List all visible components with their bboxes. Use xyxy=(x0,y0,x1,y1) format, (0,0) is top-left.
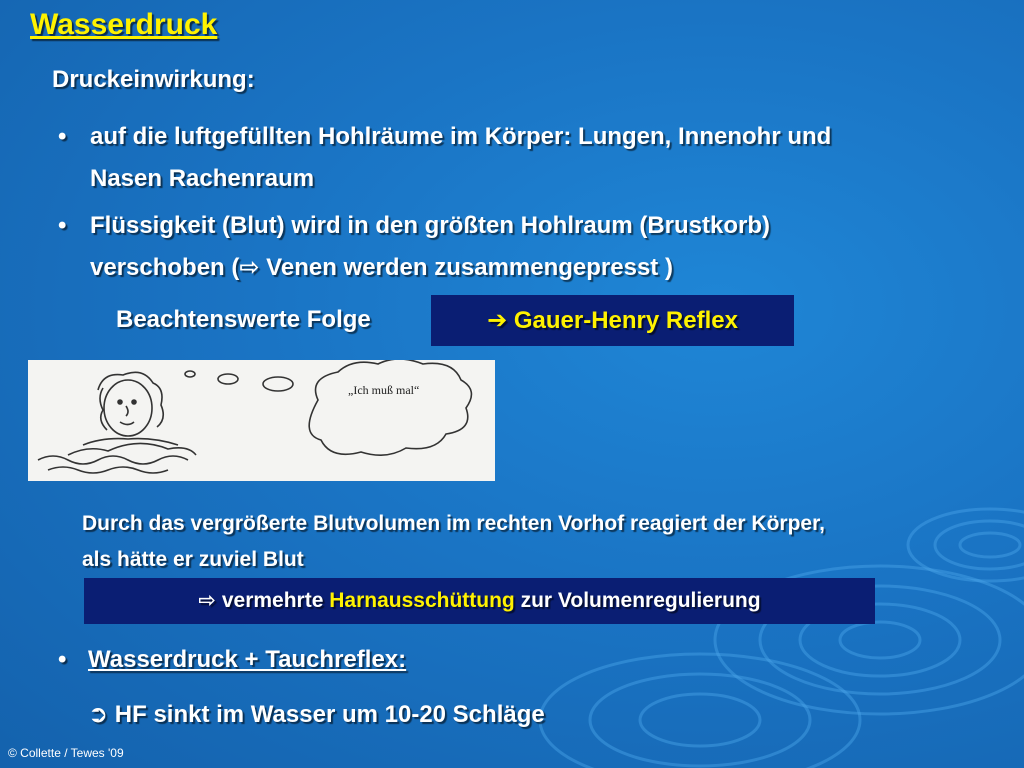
bullet-item-1 xyxy=(58,116,988,200)
swimmer-sketch-image xyxy=(28,360,495,481)
slide-title: Wasserdruck xyxy=(30,8,218,41)
paragraph-line-1: Durch das vergrößerte Blutvolumen im rechten Vorhof reagiert der Körper, xyxy=(82,512,825,535)
swimmer-cartoon xyxy=(28,360,495,481)
explanation-paragraph xyxy=(82,506,1002,578)
bullet-marker: • xyxy=(58,123,67,150)
folge-label: Beachtenswerte Folge xyxy=(116,306,371,333)
bullet-2-line-2: verschoben (⇨ Venen werden zusammengepresst ) xyxy=(90,254,673,281)
result-suffix: zur Volumenregulierung xyxy=(514,589,761,612)
thought-cloud-text: „Ich muß mal“ xyxy=(348,383,420,397)
bullet-2-line-1: Flüssigkeit (Blut) wird in den größten Hohlraum (Brustkorb) xyxy=(90,212,771,239)
result-box xyxy=(84,578,875,624)
bullet-1-line-2: Nasen Rachenraum xyxy=(90,165,315,192)
paragraph-line-2: als hätte er zuviel Blut xyxy=(82,548,304,571)
gauer-henry-reflex-box: ➔ Gauer-Henry Reflex xyxy=(431,295,794,346)
bullet-marker: • xyxy=(58,212,67,239)
bullet-3-label: Wasserdruck + Tauchreflex: xyxy=(88,646,407,673)
copyright-notice: © Collette / Tewes '09 xyxy=(8,746,124,760)
result-highlight: Harnausschüttung xyxy=(329,589,515,612)
section-subtitle: Druckeinwirkung: xyxy=(52,66,255,93)
result-prefix: ⇨ vermehrte xyxy=(198,589,330,612)
bullet-1-line-1: auf die luftgefüllten Hohlräume im Körper: Lungen, Innenohr und xyxy=(90,123,832,150)
heart-rate-statement: ➲ HF sinkt im Wasser um 10-20 Schläge xyxy=(88,701,545,728)
bullet-marker: • xyxy=(58,646,67,673)
bullet-item-2 xyxy=(58,205,988,289)
